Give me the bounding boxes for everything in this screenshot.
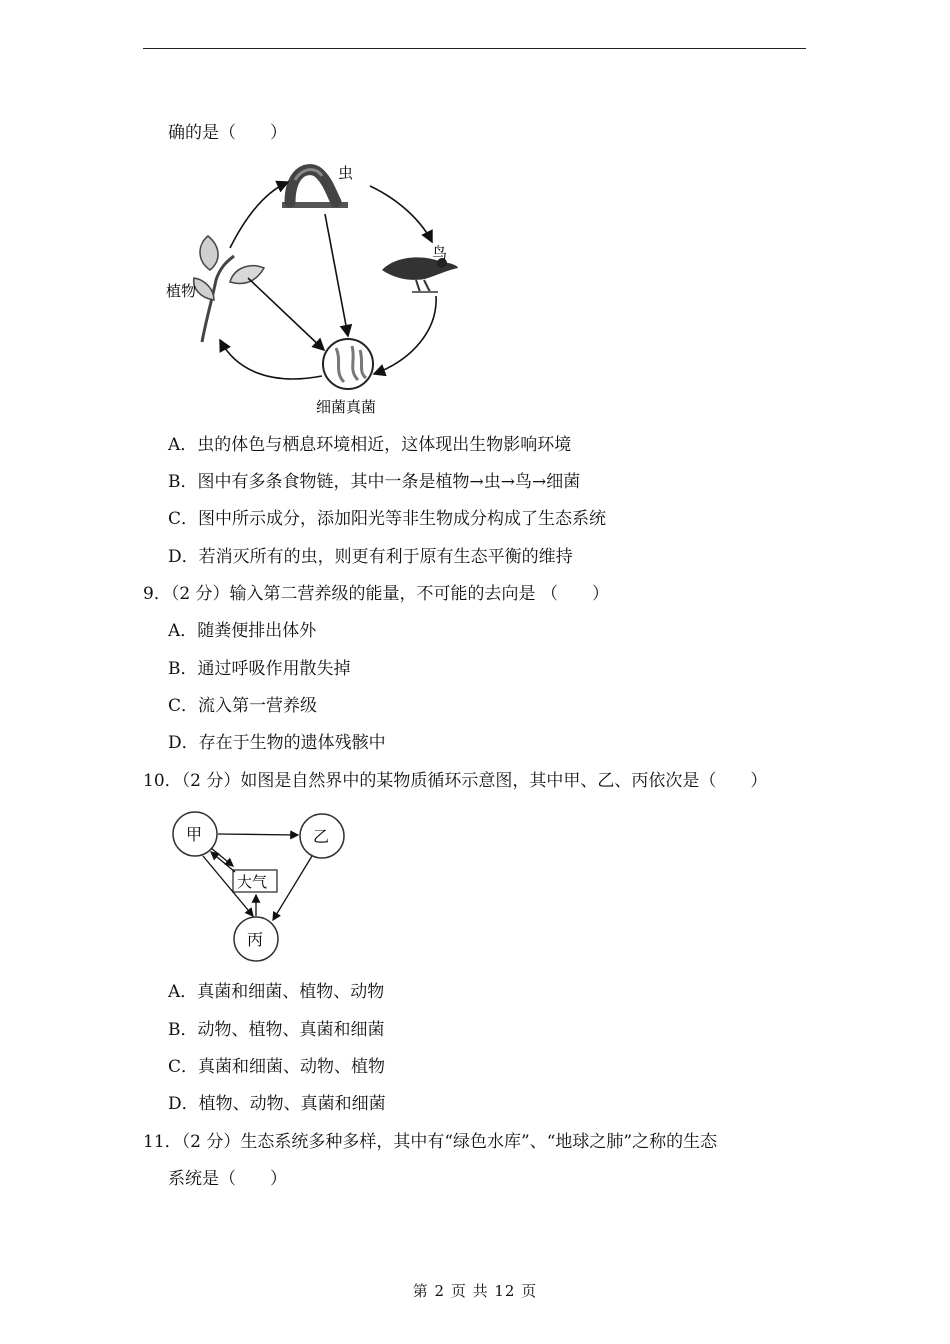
q10-option-c: C．真菌和细菌、动物、植物 <box>168 1057 386 1077</box>
decomposer-circle <box>323 339 373 389</box>
arrow-jia-to-air <box>211 848 233 866</box>
q8-option-d: D．若消灭所有的虫，则更有利于原有生态平衡的维持 <box>168 547 573 567</box>
label-yi: 乙 <box>313 827 330 846</box>
arrow-decomposer-to-plant <box>220 340 322 379</box>
arrow-yi-to-bing <box>273 856 312 920</box>
carbon-cycle-diagram <box>165 808 360 968</box>
label-jia: 甲 <box>186 825 203 844</box>
q10-option-d: D．植物、动物、真菌和细菌 <box>168 1094 386 1114</box>
arrow-plant-to-decomposer <box>248 278 324 350</box>
q8-option-c: C．图中所示成分，添加阳光等非生物成分构成了生态系统 <box>168 509 607 529</box>
plant-icon <box>194 236 264 342</box>
arrow-insect-to-bird <box>370 186 432 242</box>
label-air: 大气 <box>237 873 268 891</box>
q9-option-a: A．随粪便排出体外 <box>168 621 317 641</box>
header-rule <box>143 48 806 49</box>
q10-option-b: B．动物、植物、真菌和细菌 <box>168 1020 385 1040</box>
label-bing: 丙 <box>247 930 264 949</box>
q8-option-b: B．图中有多条食物链，其中一条是植物→虫→鸟→细菌 <box>168 472 581 492</box>
decomposer-label: 细菌真菌 <box>316 398 377 416</box>
q11-stem-line1: 11．（2 分）生态系统多种多样，其中有“绿色水库”、“地球之肺”之称的生态 <box>143 1132 718 1152</box>
q11-stem-line2: 系统是（ ） <box>168 1169 287 1189</box>
q9-stem: 9．（2 分）输入第二营养级的能量，不可能的去向是 （ ） <box>143 584 609 604</box>
q8-stem-tail: 确的是（ ） <box>168 123 287 143</box>
food-web-diagram <box>160 150 480 425</box>
q10-option-a: A．真菌和细菌、植物、动物 <box>168 982 385 1002</box>
insect-label: 虫 <box>338 164 354 182</box>
page-footer: 第 2 页 共 12 页 <box>412 1282 538 1300</box>
q9-option-b: B．通过呼吸作用散失掉 <box>168 659 351 679</box>
q8-option-a: A．虫的体色与栖息环境相近，这体现出生物影响环境 <box>168 435 572 455</box>
arrow-insect-to-decomposer <box>325 214 348 336</box>
arrow-jia-to-yi <box>218 834 298 835</box>
plant-label: 植物 <box>166 282 197 300</box>
bird-icon <box>382 257 458 292</box>
q9-option-d: D．存在于生物的遗体残骸中 <box>168 733 386 753</box>
arrow-bird-to-decomposer <box>374 296 436 374</box>
q10-stem: 10．（2 分）如图是自然界中的某物质循环示意图，其中甲、乙、丙依次是（ ） <box>143 771 768 791</box>
arrow-plant-to-insect <box>230 182 288 248</box>
bird-label: 鸟 <box>432 244 448 262</box>
q9-option-c: C．流入第一营养级 <box>168 696 318 716</box>
